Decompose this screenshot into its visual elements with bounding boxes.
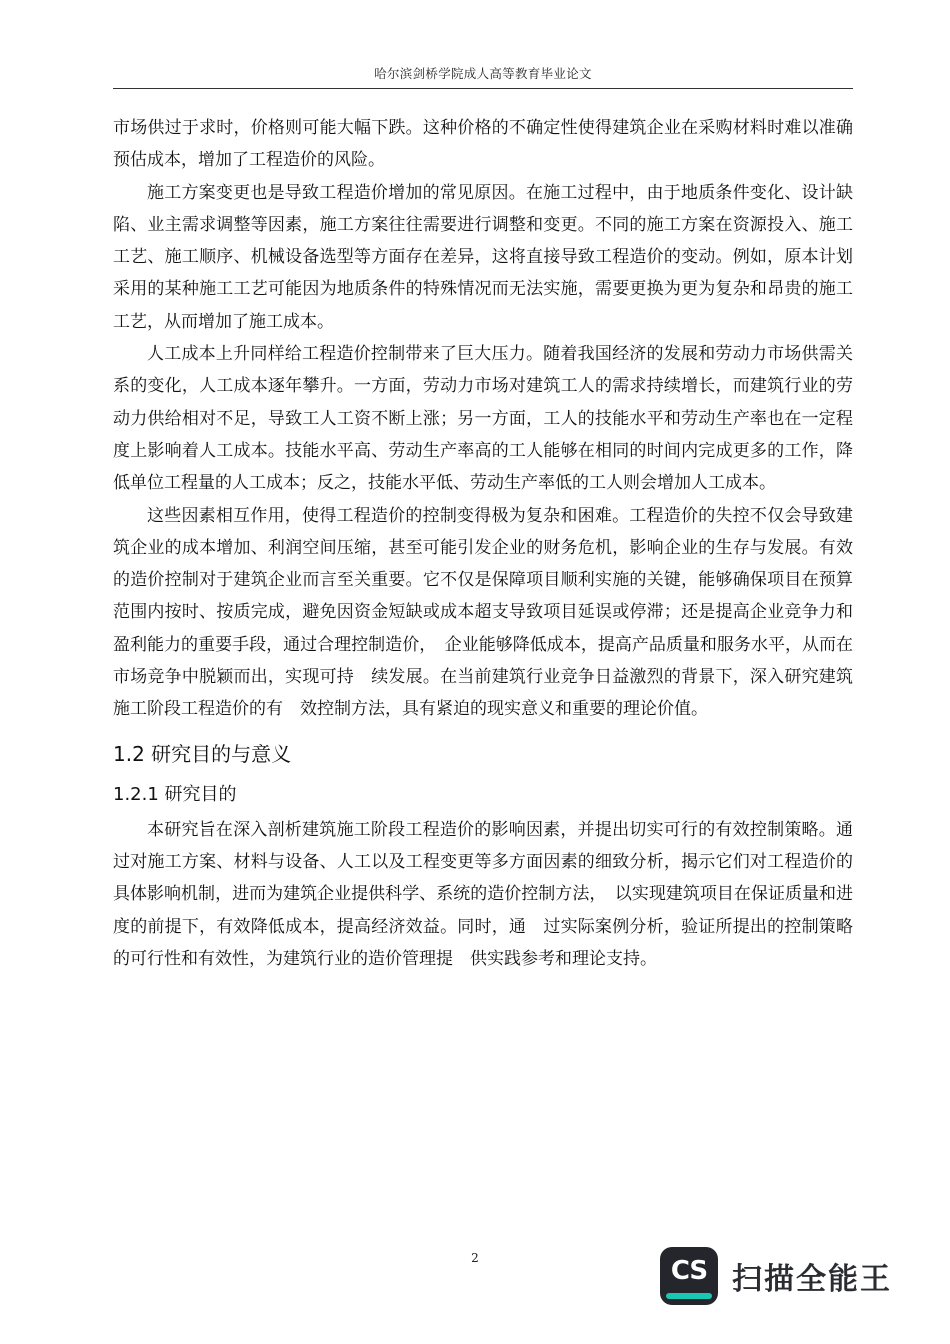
- paragraph-continued: 市场供过于求时，价格则可能大幅下跌。这种价格的不确定性使得建筑企业在采购材料时难以准确预估成本，增加了工程造价的风险。: [113, 118, 853, 171]
- section-heading: 1.2 研究目的与意义: [113, 741, 292, 766]
- page-number: 2: [471, 1251, 479, 1265]
- logo-text: CS: [670, 1256, 708, 1286]
- subsection-heading: 1.2.1 研究目的: [113, 783, 237, 805]
- paragraph-labor-cost: 人工成本上升同样给工程造价控制带来了巨大压力。随着我国经济的发展和劳动力市场供需关系的变化，人工成本逐年攀升。一方面，劳动力市场对建筑工人的需求持续增长，而建筑行业的劳动力供给相对不足，导致工人工资不断上涨；另一方面，工人的技能水平和劳动生产率也在一定程度上影响着人工成本。技能水平高、劳动生产率高的工人能够在相同的时间内完成更多的工作，降低单位工程量的人工成本；反之，技能水平低、劳动生产率低的工人则会增加人工成本。: [113, 344, 853, 494]
- paragraph-construction-plan: 施工方案变更也是导致工程造价增加的常见原因。在施工过程中，由于地质条件变化、设计缺陷、业主需求调整等因素，施工方案往往需要进行调整和变更。不同的施工方案在资源投入、施工工艺、施工顺序、机械设备选型等方面存在差异，这将直接导致工程造价的变动。例如，原本计划采用的某种施工工艺可能因为地质条件的特殊情况而无法实施，需要更换为更为复杂和昂贵的施工工艺，从而增加了施工成本。: [113, 182, 853, 332]
- running-header: 哈尔滨剑桥学院成人高等教育毕业论文: [374, 66, 592, 81]
- paragraph-research-purpose: 本研究旨在深入剖析建筑施工阶段工程造价的影响因素，并提出切实可行的有效控制策略。通过对施工方案、材料与设备、人工以及工程变更等多方面因素的细致分析，揭示它们对工程造价的具体影响机制，进而为建筑企业提供科学、系统的造价控制方法， 以实现建筑项目在保证质量和进度的前提下，有效降低成本，提高经济效益。同时，通 过实际案例分析，验证所提出的控制策略的可行性和有效性，为建筑行业的造价管理提 供实践参考和理论支持。: [113, 819, 853, 969]
- camscanner-logo-icon: [660, 1247, 718, 1305]
- paragraph-factors-interaction: 这些因素相互作用，使得工程造价的控制变得极为复杂和困难。工程造价的失控不仅会导致建筑企业的成本增加、利润空间压缩，甚至可能引发企业的财务危机，影响企业的生存与发展。有效的造价控制对于建筑企业而言至关重要。它不仅是保障项目顺利实施的关键，能够确保项目在预算范围内按时、按质完成，避免因资金短缺或成本超支导致项目延误或停滞；还是提高企业竞争力和盈利能力的重要手段，通过合理控制造价， 企业能够降低成本，提高产品质量和服务水平，从而在市场竞争中脱颖而出，实现可持 续发展。在当前建筑行业竞争日益激烈的背景下，深入研究建筑施工阶段工程造价的有 效控制方法，具有紧迫的现实意义和重要的理论价值。: [113, 505, 853, 720]
- watermark-label: 扫描全能王: [732, 1262, 892, 1297]
- document-body: [113, 112, 853, 975]
- header-rule: [113, 88, 853, 89]
- logo-accent-bar: [666, 1293, 712, 1299]
- camscanner-watermark: [660, 1247, 892, 1305]
